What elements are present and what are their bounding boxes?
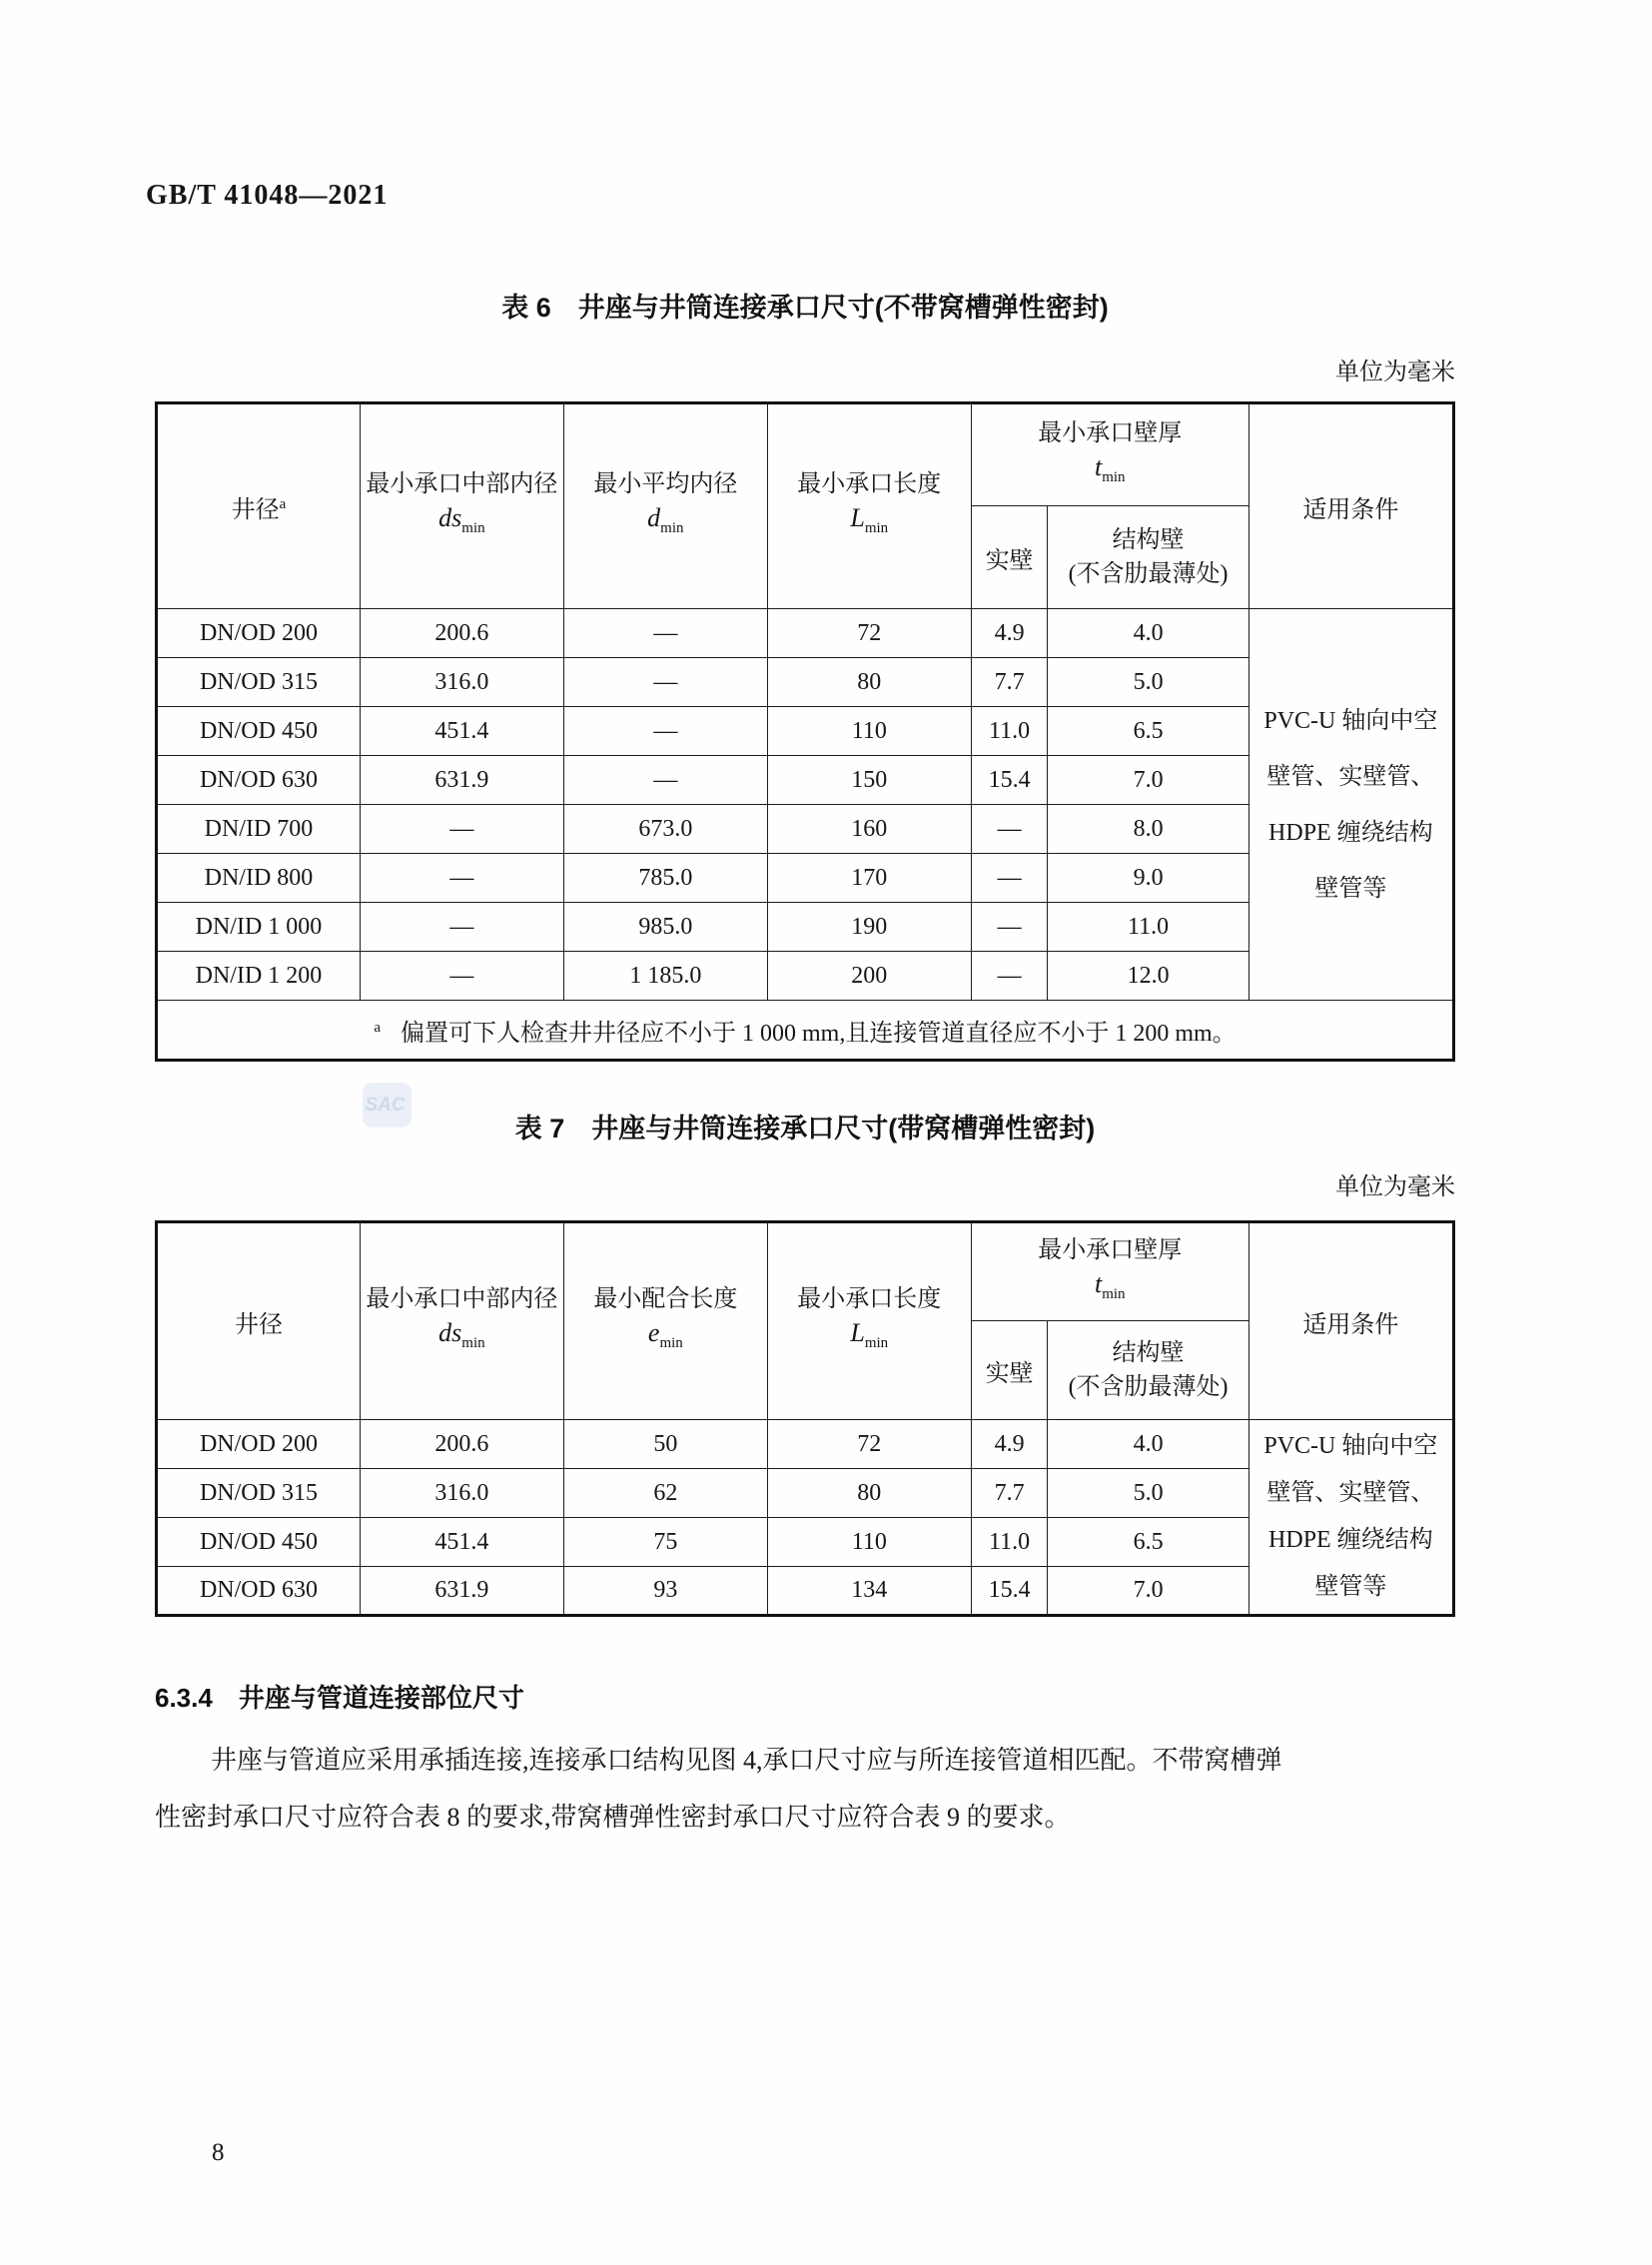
cell-solid: — xyxy=(971,854,1048,903)
cell-dn: DN/OD 630 xyxy=(157,1567,361,1616)
cell-ds: — xyxy=(360,952,563,1001)
table7-applicable-conditions xyxy=(1248,1420,1453,1616)
min-subscript: min xyxy=(1102,468,1126,485)
cell-struct: 5.0 xyxy=(1048,1469,1248,1518)
structured-wall-label: 结构壁 xyxy=(1112,1340,1185,1366)
table6-col-structured-wall xyxy=(1048,506,1248,609)
cell-ds: — xyxy=(360,903,563,952)
table7-col-fit-length xyxy=(563,1222,767,1420)
cell-e: 75 xyxy=(563,1518,767,1567)
min-subscript: min xyxy=(864,1334,889,1351)
applicable-line: 壁管、实壁管、 xyxy=(1266,763,1435,790)
wall-thickness-label: 最小承口壁厚 xyxy=(1038,419,1183,446)
cell-dn: DN/ID 1 000 xyxy=(157,903,361,952)
footnote-text: 偏置可下人检查井井径应不小于 1 000 mm,且连接管道直径应不小于 1 200 mm。 xyxy=(401,1020,1237,1047)
table6-col-mean-id xyxy=(563,403,767,609)
table6-col-socket-length xyxy=(767,403,971,609)
socket-mid-id-label: 最小承口中部内径 xyxy=(366,471,558,498)
min-subscript: min xyxy=(659,1334,683,1351)
cell-ds: 200.6 xyxy=(360,609,563,658)
min-subscript: min xyxy=(461,1334,485,1351)
cell-solid: 11.0 xyxy=(971,1518,1048,1567)
cell-d: 985.0 xyxy=(563,903,767,952)
applicable-line: 壁管、实壁管、 xyxy=(1266,1480,1435,1506)
table7 xyxy=(155,1220,1455,1617)
cell-d: — xyxy=(563,756,767,805)
cell-struct: 11.0 xyxy=(1048,903,1248,952)
cell-d: — xyxy=(563,707,767,756)
table-row xyxy=(157,1420,1454,1469)
cell-dn: DN/OD 630 xyxy=(157,756,361,805)
cell-struct: 9.0 xyxy=(1048,854,1248,903)
wall-thickness-symbol: t xyxy=(1094,1268,1103,1298)
table7-col-structured-wall xyxy=(1048,1321,1248,1420)
cell-L: 110 xyxy=(767,707,971,756)
table7-col-wall-thickness-group xyxy=(971,1222,1248,1321)
cell-ds: 631.9 xyxy=(360,756,563,805)
cell-dn: DN/OD 450 xyxy=(157,707,361,756)
cell-solid: 4.9 xyxy=(971,1420,1048,1469)
cell-L: 160 xyxy=(767,805,971,854)
cell-e: 50 xyxy=(563,1420,767,1469)
table6-applicable-conditions xyxy=(1248,609,1453,1001)
cell-L: 80 xyxy=(767,1469,971,1518)
fit-length-label: 最小配合长度 xyxy=(593,1286,738,1313)
cell-L: 200 xyxy=(767,952,971,1001)
wall-thickness-symbol: t xyxy=(1094,451,1103,481)
socket-length-label: 最小承口长度 xyxy=(797,471,942,498)
cell-struct: 4.0 xyxy=(1048,1420,1248,1469)
cell-ds: 451.4 xyxy=(360,707,563,756)
applicable-line: HDPE 缠绕结构 xyxy=(1268,819,1433,846)
cell-dn: DN/OD 200 xyxy=(157,1420,361,1469)
cell-L: 72 xyxy=(767,1420,971,1469)
cell-ds: 316.0 xyxy=(360,1469,563,1518)
cell-solid: 7.7 xyxy=(971,658,1048,707)
min-subscript: min xyxy=(864,519,889,536)
paragraph-line: 性密封承口尺寸应符合表 8 的要求,带窝槽弹性密封承口尺寸应符合表 9 的要求。 xyxy=(155,1803,1071,1832)
table6-footnote xyxy=(157,1001,1454,1061)
structured-wall-note: (不含肋最薄处) xyxy=(1068,561,1229,587)
cell-dn: DN/ID 700 xyxy=(157,805,361,854)
table7-title: 表 7 井座与井筒连接承口尺寸(带窝槽弹性密封) xyxy=(514,1114,1096,1143)
section-title: 井座与管道连接部位尺寸 xyxy=(238,1683,524,1713)
cell-solid: 15.4 xyxy=(971,756,1048,805)
cell-struct: 12.0 xyxy=(1048,952,1248,1001)
table6-header-row1 xyxy=(157,403,1454,506)
cell-ds: — xyxy=(360,805,563,854)
table7-col-socket-length xyxy=(767,1222,971,1420)
page-number: 8 xyxy=(212,2139,225,2166)
cell-solid: 4.9 xyxy=(971,609,1048,658)
cell-d: — xyxy=(563,609,767,658)
table6-col-socket-mid-id xyxy=(360,403,563,609)
cell-dn: DN/ID 800 xyxy=(157,854,361,903)
applicable-line: PVC-U 轴向中空 xyxy=(1263,1433,1438,1459)
table6-title: 表 6 井座与井筒连接承口尺寸(不带窝槽弹性密封) xyxy=(501,293,1109,323)
table7-header-row1 xyxy=(157,1222,1454,1321)
cell-struct: 7.0 xyxy=(1048,756,1248,805)
min-subscript: min xyxy=(660,519,684,536)
cell-e: 93 xyxy=(563,1567,767,1616)
sac-watermark-text: SAC xyxy=(365,1095,406,1116)
cell-L: 150 xyxy=(767,756,971,805)
applicable-line: HDPE 缠绕结构 xyxy=(1268,1527,1433,1553)
cell-L: 134 xyxy=(767,1567,971,1616)
cell-L: 170 xyxy=(767,854,971,903)
cell-struct: 4.0 xyxy=(1048,609,1248,658)
cell-L: 190 xyxy=(767,903,971,952)
cell-d: 1 185.0 xyxy=(563,952,767,1001)
cell-solid: — xyxy=(971,952,1048,1001)
cell-dn: DN/OD 450 xyxy=(157,1518,361,1567)
structured-wall-label: 结构壁 xyxy=(1112,527,1185,553)
table7-col-diameter: 井径 xyxy=(157,1222,361,1420)
cell-solid: — xyxy=(971,903,1048,952)
cell-e: 62 xyxy=(563,1469,767,1518)
cell-dn: DN/OD 315 xyxy=(157,658,361,707)
socket-length-symbol: L xyxy=(850,1318,865,1348)
cell-L: 110 xyxy=(767,1518,971,1567)
applicable-line: PVC-U 轴向中空 xyxy=(1263,707,1438,734)
table7-unit-note: 单位为毫米 xyxy=(1335,1174,1455,1200)
table6-col-solid-wall: 实壁 xyxy=(971,506,1048,609)
cell-solid: — xyxy=(971,805,1048,854)
cell-ds: 631.9 xyxy=(360,1567,563,1616)
cell-struct: 7.0 xyxy=(1048,1567,1248,1616)
min-subscript: min xyxy=(461,519,485,536)
table-row xyxy=(157,609,1454,658)
min-subscript: min xyxy=(1102,1285,1126,1302)
footnote-mark: a xyxy=(374,1019,381,1036)
cell-struct: 8.0 xyxy=(1048,805,1248,854)
table7-col-conditions: 适用条件 xyxy=(1248,1222,1453,1420)
cell-ds: — xyxy=(360,854,563,903)
diameter-footnote-mark: a xyxy=(279,495,287,512)
fit-length-symbol: e xyxy=(647,1318,660,1348)
cell-d: — xyxy=(563,658,767,707)
socket-length-label: 最小承口长度 xyxy=(797,1286,942,1313)
socket-mid-id-label: 最小承口中部内径 xyxy=(366,1286,558,1313)
cell-struct: 6.5 xyxy=(1048,707,1248,756)
wall-thickness-label: 最小承口壁厚 xyxy=(1038,1236,1183,1263)
cell-d: 673.0 xyxy=(563,805,767,854)
applicable-line: 壁管等 xyxy=(1314,875,1387,902)
cell-struct: 5.0 xyxy=(1048,658,1248,707)
cell-solid: 15.4 xyxy=(971,1567,1048,1616)
table6-col-diameter xyxy=(157,403,361,609)
diameter-label: 井径 xyxy=(231,496,280,523)
mean-id-symbol: d xyxy=(647,503,661,533)
table6-col-conditions: 适用条件 xyxy=(1248,403,1453,609)
table6 xyxy=(155,401,1455,1062)
cell-struct: 6.5 xyxy=(1048,1518,1248,1567)
table6-col-wall-thickness-group xyxy=(971,403,1248,506)
structured-wall-note: (不含肋最薄处) xyxy=(1068,1374,1229,1400)
mean-id-label: 最小平均内径 xyxy=(593,471,738,498)
table7-col-socket-mid-id xyxy=(360,1222,563,1420)
applicable-line: 壁管等 xyxy=(1314,1574,1387,1600)
cell-solid: 11.0 xyxy=(971,707,1048,756)
cell-dn: DN/OD 200 xyxy=(157,609,361,658)
section-heading xyxy=(155,1678,524,1715)
cell-solid: 7.7 xyxy=(971,1469,1048,1518)
cell-L: 72 xyxy=(767,609,971,658)
table7-col-solid-wall: 实壁 xyxy=(971,1321,1048,1420)
cell-d: 785.0 xyxy=(563,854,767,903)
socket-mid-id-symbol: ds xyxy=(438,503,462,533)
table6-unit-note: 单位为毫米 xyxy=(1335,360,1455,385)
doc-code-header: GB/T 41048—2021 xyxy=(146,180,389,211)
cell-dn: DN/ID 1 200 xyxy=(157,952,361,1001)
cell-ds: 200.6 xyxy=(360,1420,563,1469)
paragraph-line: 井座与管道应采用承插连接,连接承口结构见图 4,承口尺寸应与所连接管道相匹配。不带窝槽弹 xyxy=(211,1746,1282,1775)
cell-ds: 451.4 xyxy=(360,1518,563,1567)
cell-dn: DN/OD 315 xyxy=(157,1469,361,1518)
cell-ds: 316.0 xyxy=(360,658,563,707)
socket-length-symbol: L xyxy=(850,503,865,533)
table6-footnote-row xyxy=(157,1001,1454,1061)
section-number: 6.3.4 xyxy=(155,1683,213,1713)
socket-mid-id-symbol: ds xyxy=(438,1318,462,1348)
cell-L: 80 xyxy=(767,658,971,707)
